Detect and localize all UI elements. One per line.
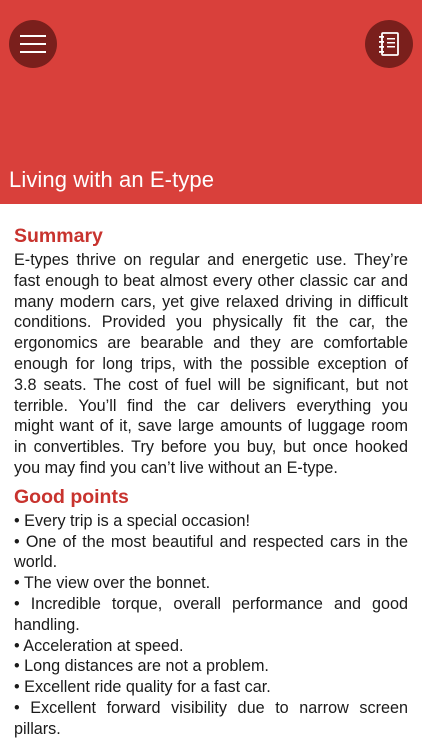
list-item: • Excellent forward visibility due to narrow screen pillars. — [14, 698, 408, 738]
article-content — [14, 222, 408, 740]
notes-button[interactable] — [365, 20, 413, 68]
list-item: • The view over the bonnet. — [14, 574, 211, 593]
notebook-icon — [378, 32, 400, 56]
menu-button[interactable] — [9, 20, 57, 68]
list-item: • Every trip is a special occasion! — [14, 511, 250, 530]
header-banner — [0, 0, 422, 204]
good-points-list — [14, 511, 408, 740]
list-item: • Excellent ride quality for a fast car. — [14, 678, 271, 697]
summary-text: E-types thrive on regular and energetic use. They’re fast enough to beat almost every other classic car and many modern cars, yet give relaxed driving in difficult conditions. Provided you physically fit the car, the ergonomics are bearable and they are comfortable enough for long trips, with the possible exception of 3.8 seats. The cost of fuel will be significant, but not terrible. You’ll find the car delivers everything you might want of it, save large amounts of luggage room in convertibles. Try before you buy, but once hooked you may find you can’t live without an E-type. — [14, 251, 408, 477]
list-item: • Incredible torque, overall performance and good handling. — [14, 594, 408, 634]
page-title: Living with an E-type — [9, 167, 215, 192]
summary-heading: Summary — [14, 225, 103, 247]
list-item: • Acceleration at speed. — [14, 636, 184, 655]
hamburger-menu-icon — [20, 34, 46, 54]
list-item: • Long distances are not a problem. — [14, 657, 269, 676]
good-points-heading: Good points — [14, 485, 129, 508]
list-item: • One of the most beautiful and respected cars in the world. — [14, 532, 408, 572]
